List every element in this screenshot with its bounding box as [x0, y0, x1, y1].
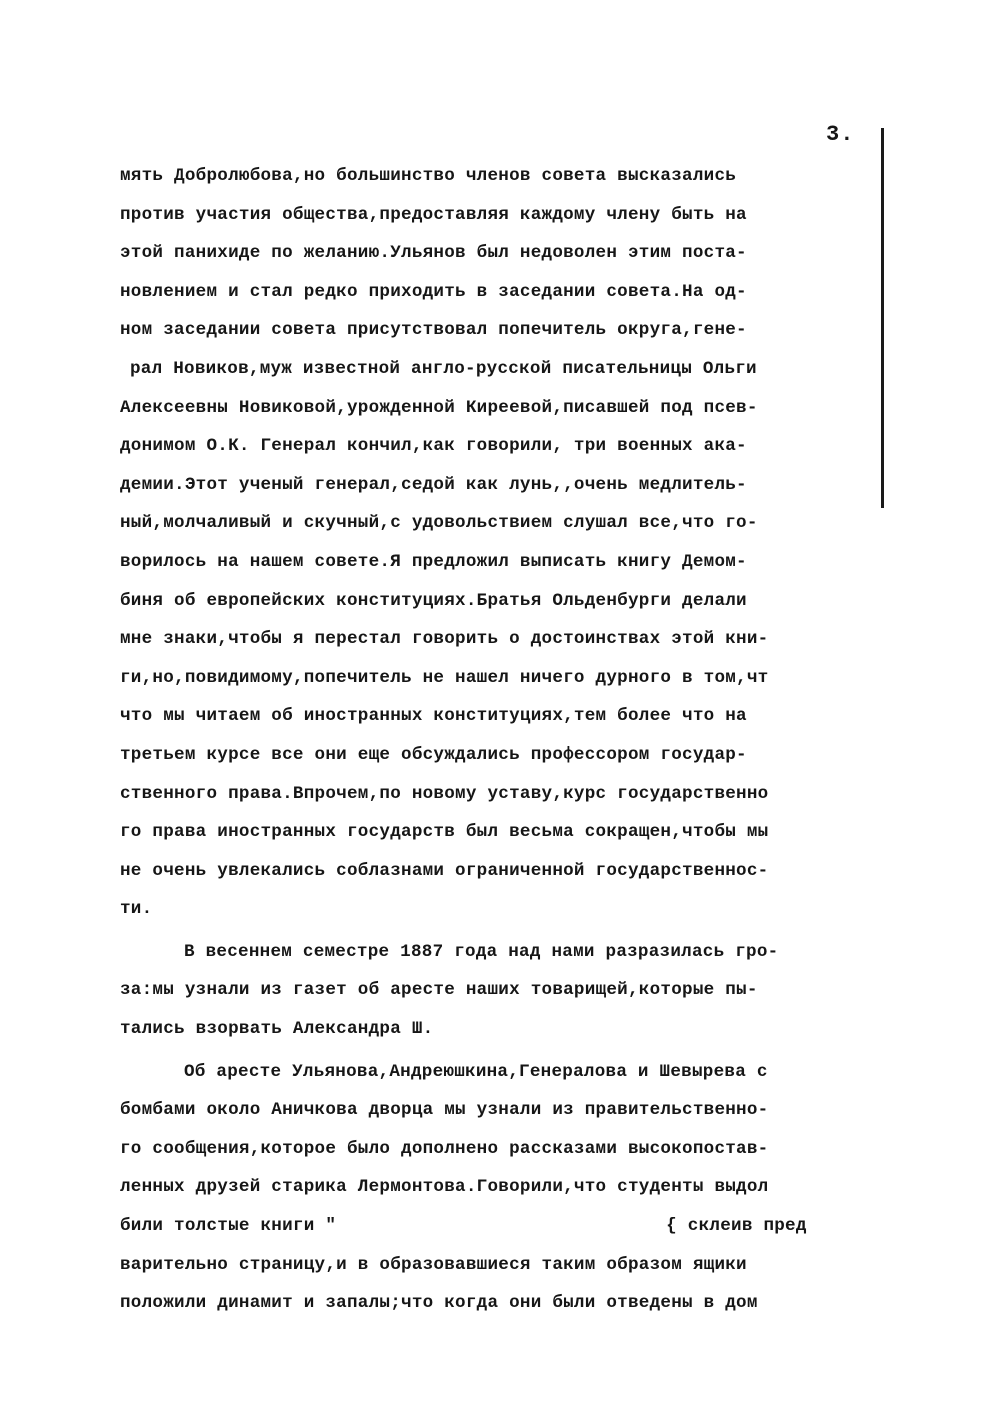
text-line: бомбами около Аничкова дворца мы узнали из правительственно-	[120, 1100, 769, 1121]
paragraph-start-line: Об аресте Ульянова,Андреюшкина,Генералова и Шевырева с	[184, 1061, 768, 1082]
text-line: третьем курсе все они еще обсуждались профессором государ-	[120, 744, 747, 765]
text-line: за:мы узнали из газет об аресте наших товарищей,которые пы-	[120, 980, 758, 1001]
typed-text-body	[120, 157, 900, 1323]
text-line: биня об европейских конституциях.Братья Ольденбурги делали	[120, 590, 747, 611]
text-line: рал Новиков,муж известной англо-русской писательницы Ольги	[130, 358, 757, 379]
text-line: ти.	[120, 899, 153, 920]
text-line: ворилось на нашем совете.Я предложил выписать книгу Демом-	[120, 551, 747, 572]
text-line-right: { склеив пред	[666, 1216, 807, 1237]
text-line-left: били толстые книги "	[120, 1216, 337, 1237]
text-line: против участия общества,предоставляя каждому члену быть на	[120, 204, 747, 225]
text-line: новлением и стал редко приходить в заседании совета.На од-	[120, 281, 747, 302]
text-line: не очень увлекались соблазнами ограниченной государственнос-	[120, 860, 769, 881]
paragraph-start-line: В весеннем семестре 1887 года над нами разразилась гро-	[184, 941, 779, 962]
text-line: го права иностранных государств был весьма сокращен,чтобы мы	[120, 822, 769, 843]
text-line: ги,но,повидимому,попечитель не нашел ничего дурного в том,чт	[120, 667, 769, 688]
text-line: го сообщения,которое было дополнено рассказами высокопостав-	[120, 1138, 769, 1159]
text-line: ном заседании совета присутствовал попечитель округа,гене-	[120, 320, 747, 341]
text-line: ный,молчаливый и скучный,с удовольствием слушал все,что го-	[120, 513, 758, 534]
text-line: что мы читаем об иностранных конституциях,тем более что на	[120, 706, 747, 727]
text-line: мять Добролюбова,но большинство членов совета высказались	[120, 166, 737, 186]
text-line: демии.Этот ученый генерал,седой как лунь,,очень медлитель-	[120, 474, 747, 495]
text-line: ственного права.Впрочем,по новому уставу,курс государственно	[120, 783, 769, 804]
text-line: варительно страницу,и в образовавшиеся таким образом ящики	[120, 1254, 747, 1275]
text-line: этой панихиде по желанию.Ульянов был недоволен этим поста-	[120, 243, 747, 264]
text-line: ленных друзей старика Лермонтова.Говорили,что студенты выдол	[120, 1177, 769, 1198]
text-line: положили динамит и запалы;что когда они были отведены в дом	[120, 1293, 758, 1314]
page-number: 3.	[826, 122, 855, 147]
text-line: тались взорвать Александра Ш.	[120, 1019, 434, 1040]
text-line-with-gap	[120, 1207, 900, 1246]
text-line: мне знаки,чтобы я перестал говорить о достоинствах этой кни-	[120, 629, 769, 650]
text-line: донимом О.К. Генерал кончил,как говорили, три военных ака-	[120, 436, 747, 457]
text-line: Алексеевны Новиковой,урожденной Киреевой,писавшей под псев-	[120, 397, 758, 418]
